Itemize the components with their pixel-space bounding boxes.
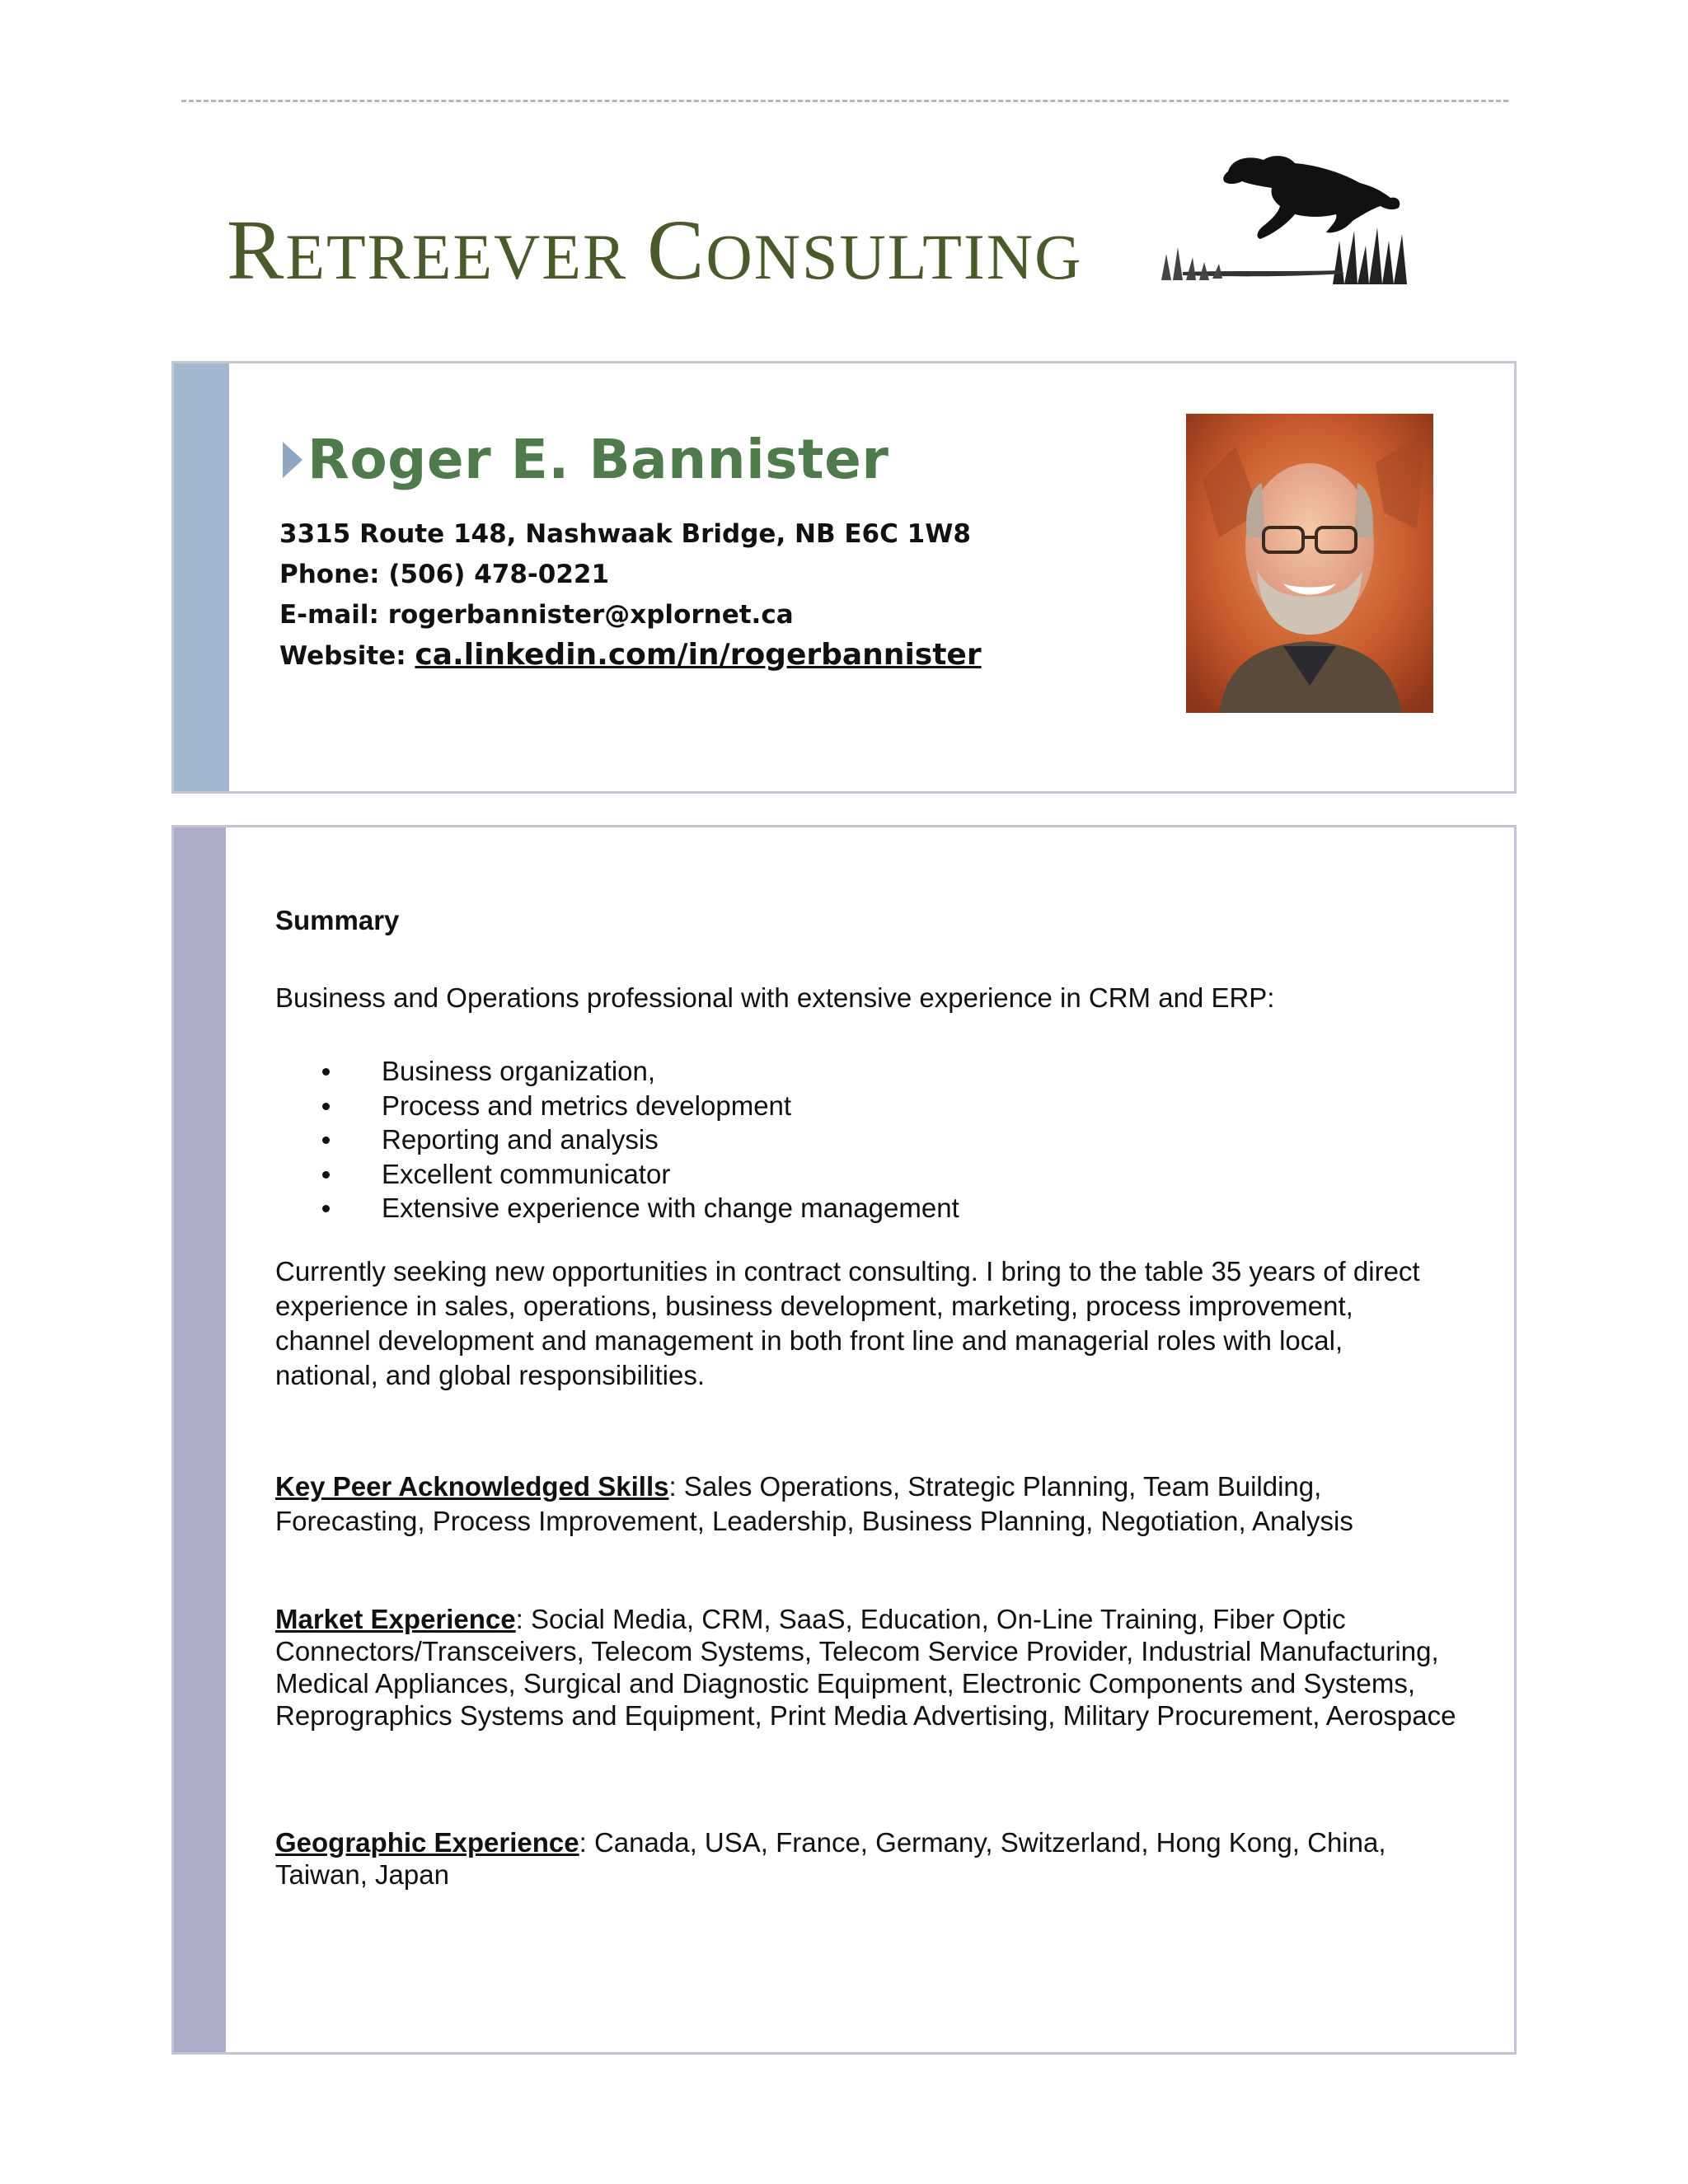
summary-paragraph: Currently seeking new opportunities in contract consulting. I bring to the table 35 years of direct experience in sales, operations, business development, marketing, process improvement, channel development and management in both front line and managerial roles with local, national, and global responsibilities. (275, 1256, 1420, 1390)
phone-line: Phone: (506) 478-0221 (279, 560, 610, 589)
list-item: Excellent communicator (322, 1157, 959, 1192)
list-item: Process and metrics development (322, 1089, 959, 1123)
key-skills-label: Key Peer Acknowledged Skills (275, 1471, 669, 1502)
person-name: Roger E. Bannister (307, 428, 889, 491)
list-item: Reporting and analysis (322, 1122, 959, 1157)
summary-heading: Summary (275, 905, 400, 935)
address-line: 3315 Route 148, Nashwaak Bridge, NB E6C 1W8 (279, 519, 971, 549)
name-row (283, 428, 889, 491)
profile-photo (1186, 414, 1433, 713)
leaping-dog-icon (1150, 148, 1430, 284)
list-item: Business organization, (322, 1054, 959, 1089)
market-experience-label: Market Experience (275, 1604, 516, 1634)
key-skills-text: : Sales Operations, Strategic Planning, Team Building, Forecasting, Process Improvement, Leadership, Business Planning, Negotiation, Analysis (275, 1471, 1353, 1536)
logo-wordmark (227, 203, 1083, 298)
top-dotted-rule (181, 100, 1508, 102)
triangle-bullet-icon (283, 442, 302, 478)
geographic-experience-text: : Canada, USA, France, Germany, Switzerland, Hong Kong, China, Taiwan, Japan (275, 1827, 1386, 1890)
summary-intro: Business and Operations professional with extensive experience in CRM and ERP: (275, 982, 1275, 1013)
geographic-experience-paragraph (275, 1826, 1446, 1891)
website-line (279, 638, 982, 672)
logo-word-retreever: ETREEVER (285, 221, 627, 293)
company-logo (227, 148, 1430, 313)
logo-initial-r: R (227, 203, 286, 298)
list-item: Extensive experience with change management (322, 1191, 959, 1226)
skills-bullet-list (322, 1054, 959, 1226)
summary-accent-bar (174, 827, 226, 2052)
logo-initial-c: C (646, 203, 706, 298)
email-line: E-mail: rogerbannister@xplornet.ca (279, 600, 794, 630)
contact-card-accent-bar (174, 363, 229, 791)
geographic-experience-label: Geographic Experience (275, 1827, 579, 1858)
website-label: Website: (279, 641, 415, 671)
website-link[interactable]: ca.linkedin.com/in/rogerbannister (415, 638, 982, 672)
contact-card (171, 361, 1517, 794)
market-experience-paragraph (275, 1603, 1470, 1732)
market-experience-text: : Social Media, CRM, SaaS, Education, On-Line Training, Fiber Optic Connectors/Transceivers, Telecom Systems, Telecom Service Provider, Industrial Manufacturing, Medical Appliances, Surgical and Diagnostic Equipment, Electronic Components and Systems, Reprographics Systems and Equipment, Print Media Advertising, Military Procurement, Aerospace (275, 1604, 1456, 1731)
key-skills-paragraph (275, 1469, 1413, 1539)
logo-word-consulting: ONSULTING (706, 221, 1083, 293)
summary-section (171, 825, 1517, 2055)
